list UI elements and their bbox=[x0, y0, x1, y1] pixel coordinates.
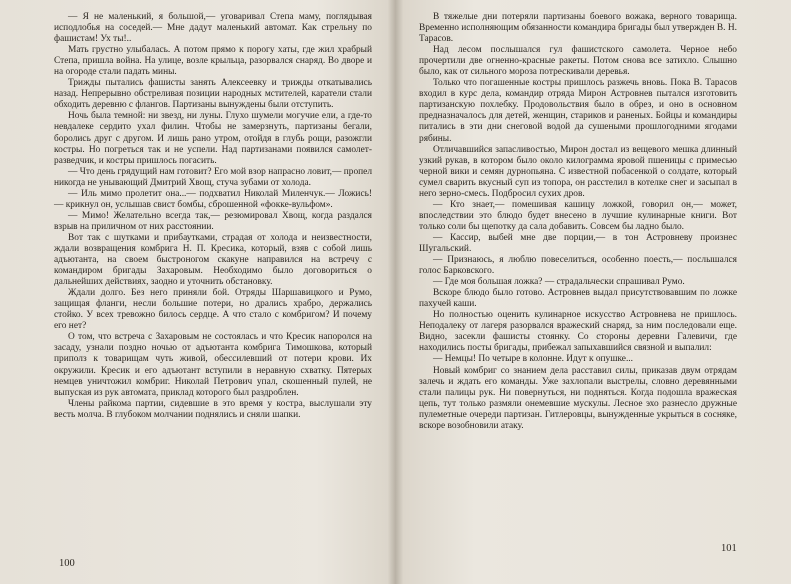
paragraph: Новый комбриг со знанием дела расставил силы, приказав двум отрядам залечь и ждать его команды. Уже захлопали выстрелы, словно деревянными стали палицы рук. Ни повернуться, ни подняться. Когда подошла вражеская цепь, тут только размяли онемевшие мускулы. Лесное эхо разнесло дружные пулеметные очереди партизан. Гитлеровцы, вынужденные укрыться в сосняке, вскоре возобновили атаку. bbox=[419, 365, 737, 431]
paragraph: Но полностью оценить кулинарное искусство Астровнева не пришлось. Неподалеку от лагеря разорвался вражеский снаряд, за ним последовали еще. Видно, засекли фашисты стоянку. Со стороны деревни Галевичи, где находились посты бригады, прибежал запыхавшийся связной и выпалил: bbox=[419, 310, 737, 354]
page-number-right: 101 bbox=[721, 543, 737, 554]
paragraph: — Немцы! По четыре в колонне. Идут к опушке... bbox=[433, 354, 633, 365]
paragraph: — Я не маленький, я большой,— уговаривал Степа маму, поглядывая исподлобья на соседей.— Мне дадут маленький автомат. Как стрельну по фашистам! Ух ты!.. bbox=[54, 12, 372, 45]
paragraph: Вот так с шутками и прибаутками, страдая от холода и неизвестности, ждали возвращения комбрига Н. П. Кресика, который, взяв с собой лишь адъютанта, на своем быстроногом скакуне направился на встречу с командиром бригады Захаровым. Необходимо было договориться о дальнейших действиях, заодно и уточнить обстановку. bbox=[54, 232, 372, 288]
paragraph: — Кто знает,— помешивая кашицу ложкой, говорил он,— может, впоследствии это блюдо будет внесено в лучшие кулинарные книги. Вот только соли бы щепотку да сала добавить. Совсем бы ладно было. bbox=[419, 199, 737, 232]
paragraph: Над лесом послышался гул фашистского самолета. Черное небо прочертили две огненно-красные ракеты. Потом снова все затихло. Слышно было, как от сильного мороза потрескивали деревья. bbox=[419, 45, 737, 78]
paragraph: — Иль мимо пролетит она...— подхватил Николай Миленчук.— Ложись! — крикнул он, услышав свист бомбы, сброшенной «фокке-вульфом». bbox=[54, 188, 372, 210]
paragraph: Только что погашенные костры пришлось разжечь вновь. Пока В. Тарасов входил в курс дела, командир отряда Мирон Астровнев пытался изготовить партизанскую похлебку. Продовольствия было в обрез, и оно в основном предназначалось для детей, женщин, стариков и раненых. Бойцы и командиры питались в эти дни снеговой водой да сушеными прошлогодними ягодами рябины. bbox=[419, 78, 737, 144]
paragraph: Мать грустно улыбалась. А потом прямо к порогу хаты, где жил храбрый Степа, пришла война. На улице, возле крыльца, разорвался снаряд. Во дворе и на огороде стали падать мины. bbox=[54, 45, 372, 78]
paragraph: Трижды пытались фашисты занять Алексеевку и трижды откатывались назад. Непрерывно обстреливая позиции народных мстителей, каратели стали обходить деревню с флангов. Партизаны вынуждены были отступить. bbox=[54, 78, 372, 111]
page-number-left: 100 bbox=[59, 558, 75, 569]
paragraph: — Кассир, выбей мне две порции,— в тон Астровневу произнес Шугальский. bbox=[419, 232, 737, 254]
paragraph: В тяжелые дни потеряли партизаны боевого вожака, верного товарища. Временно исполняющим обязанности командира бригады был утвержден В. Н. Тарасов. bbox=[419, 12, 737, 45]
paragraph: — Признаюсь, я люблю повеселиться, особенно поесть,— послышался голос Барковского. bbox=[419, 255, 737, 277]
paragraph: Вскоре блюдо было готово. Астровнев выдал присутствовавшим по ложке пахучей каши. bbox=[419, 288, 737, 310]
right-page bbox=[419, 12, 737, 432]
paragraph: О том, что встреча с Захаровым не состоялась и что Кресик напоролся на засаду, узнали поздно ночью от адъютанта комбрига Тимошкова, который приполз к товарищам чуть живой, обессилевший от потери крови. Их окружили. Кресик и его адъютант вступили в неравную схватку. Пятерых немцев уничтожил комбриг. Николай Петрович упал, скошенный пулей, не выпуская из рук автомата, приклад которого был раздроблен. bbox=[54, 332, 372, 398]
paragraph: Отличавшийся запасливостью, Мирон достал из вещевого мешка длинный узкий рукав, в котором было около килограмма яровой пшеницы с примесью черной вики и семян дурнопьяна. С известной побасенкой о солдате, который сумел сварить вкусный суп из топора, он расстелил в котелке снег и засыпал в него зерно-смесь. Подбросил сухих дров. bbox=[419, 144, 737, 199]
paragraph: — Мимо! Желательно всегда так,— резюмировал Хвощ, когда раздался взрыв на приличном от них расстоянии. bbox=[54, 210, 372, 232]
paragraph: Ночь была темной: ни звезд, ни луны. Глухо шумели могучие ели, а где-то невдалеке сердито ухал филин. Чтобы не замерзнуть, партизаны бегали, боролись друг с другом. И лишь рано утром, отойдя в глубь рощи, разожгли костры. Но погреться так и не успели. Над партизанами появился самолет-разведчик, и костры пришлось погасить. bbox=[54, 111, 372, 166]
paragraph: Члены райкома партии, сидевшие в это время у костра, выслушали эту весть молча. В глубоком молчании поднялись и сняли шапки. bbox=[54, 398, 372, 420]
paragraph: — Где моя большая ложка? — страдальчески спрашивал Румо. bbox=[433, 277, 685, 288]
paragraph: — Что день грядущий нам готовит? Его мой взор напрасно ловит,— пропел никогда не унывающий Дмитрий Хвощ, стуча зубами от холода. bbox=[54, 166, 372, 188]
paragraph: Ждали долго. Без него приняли бой. Отряды Шаршавицкого и Румо, защищая фланги, несли большие потери, но дрались храбро, держались стойко. У всех тревожно билось сердце. А что стало с комбригом? И почему его нет? bbox=[54, 288, 372, 332]
left-page bbox=[54, 12, 372, 421]
